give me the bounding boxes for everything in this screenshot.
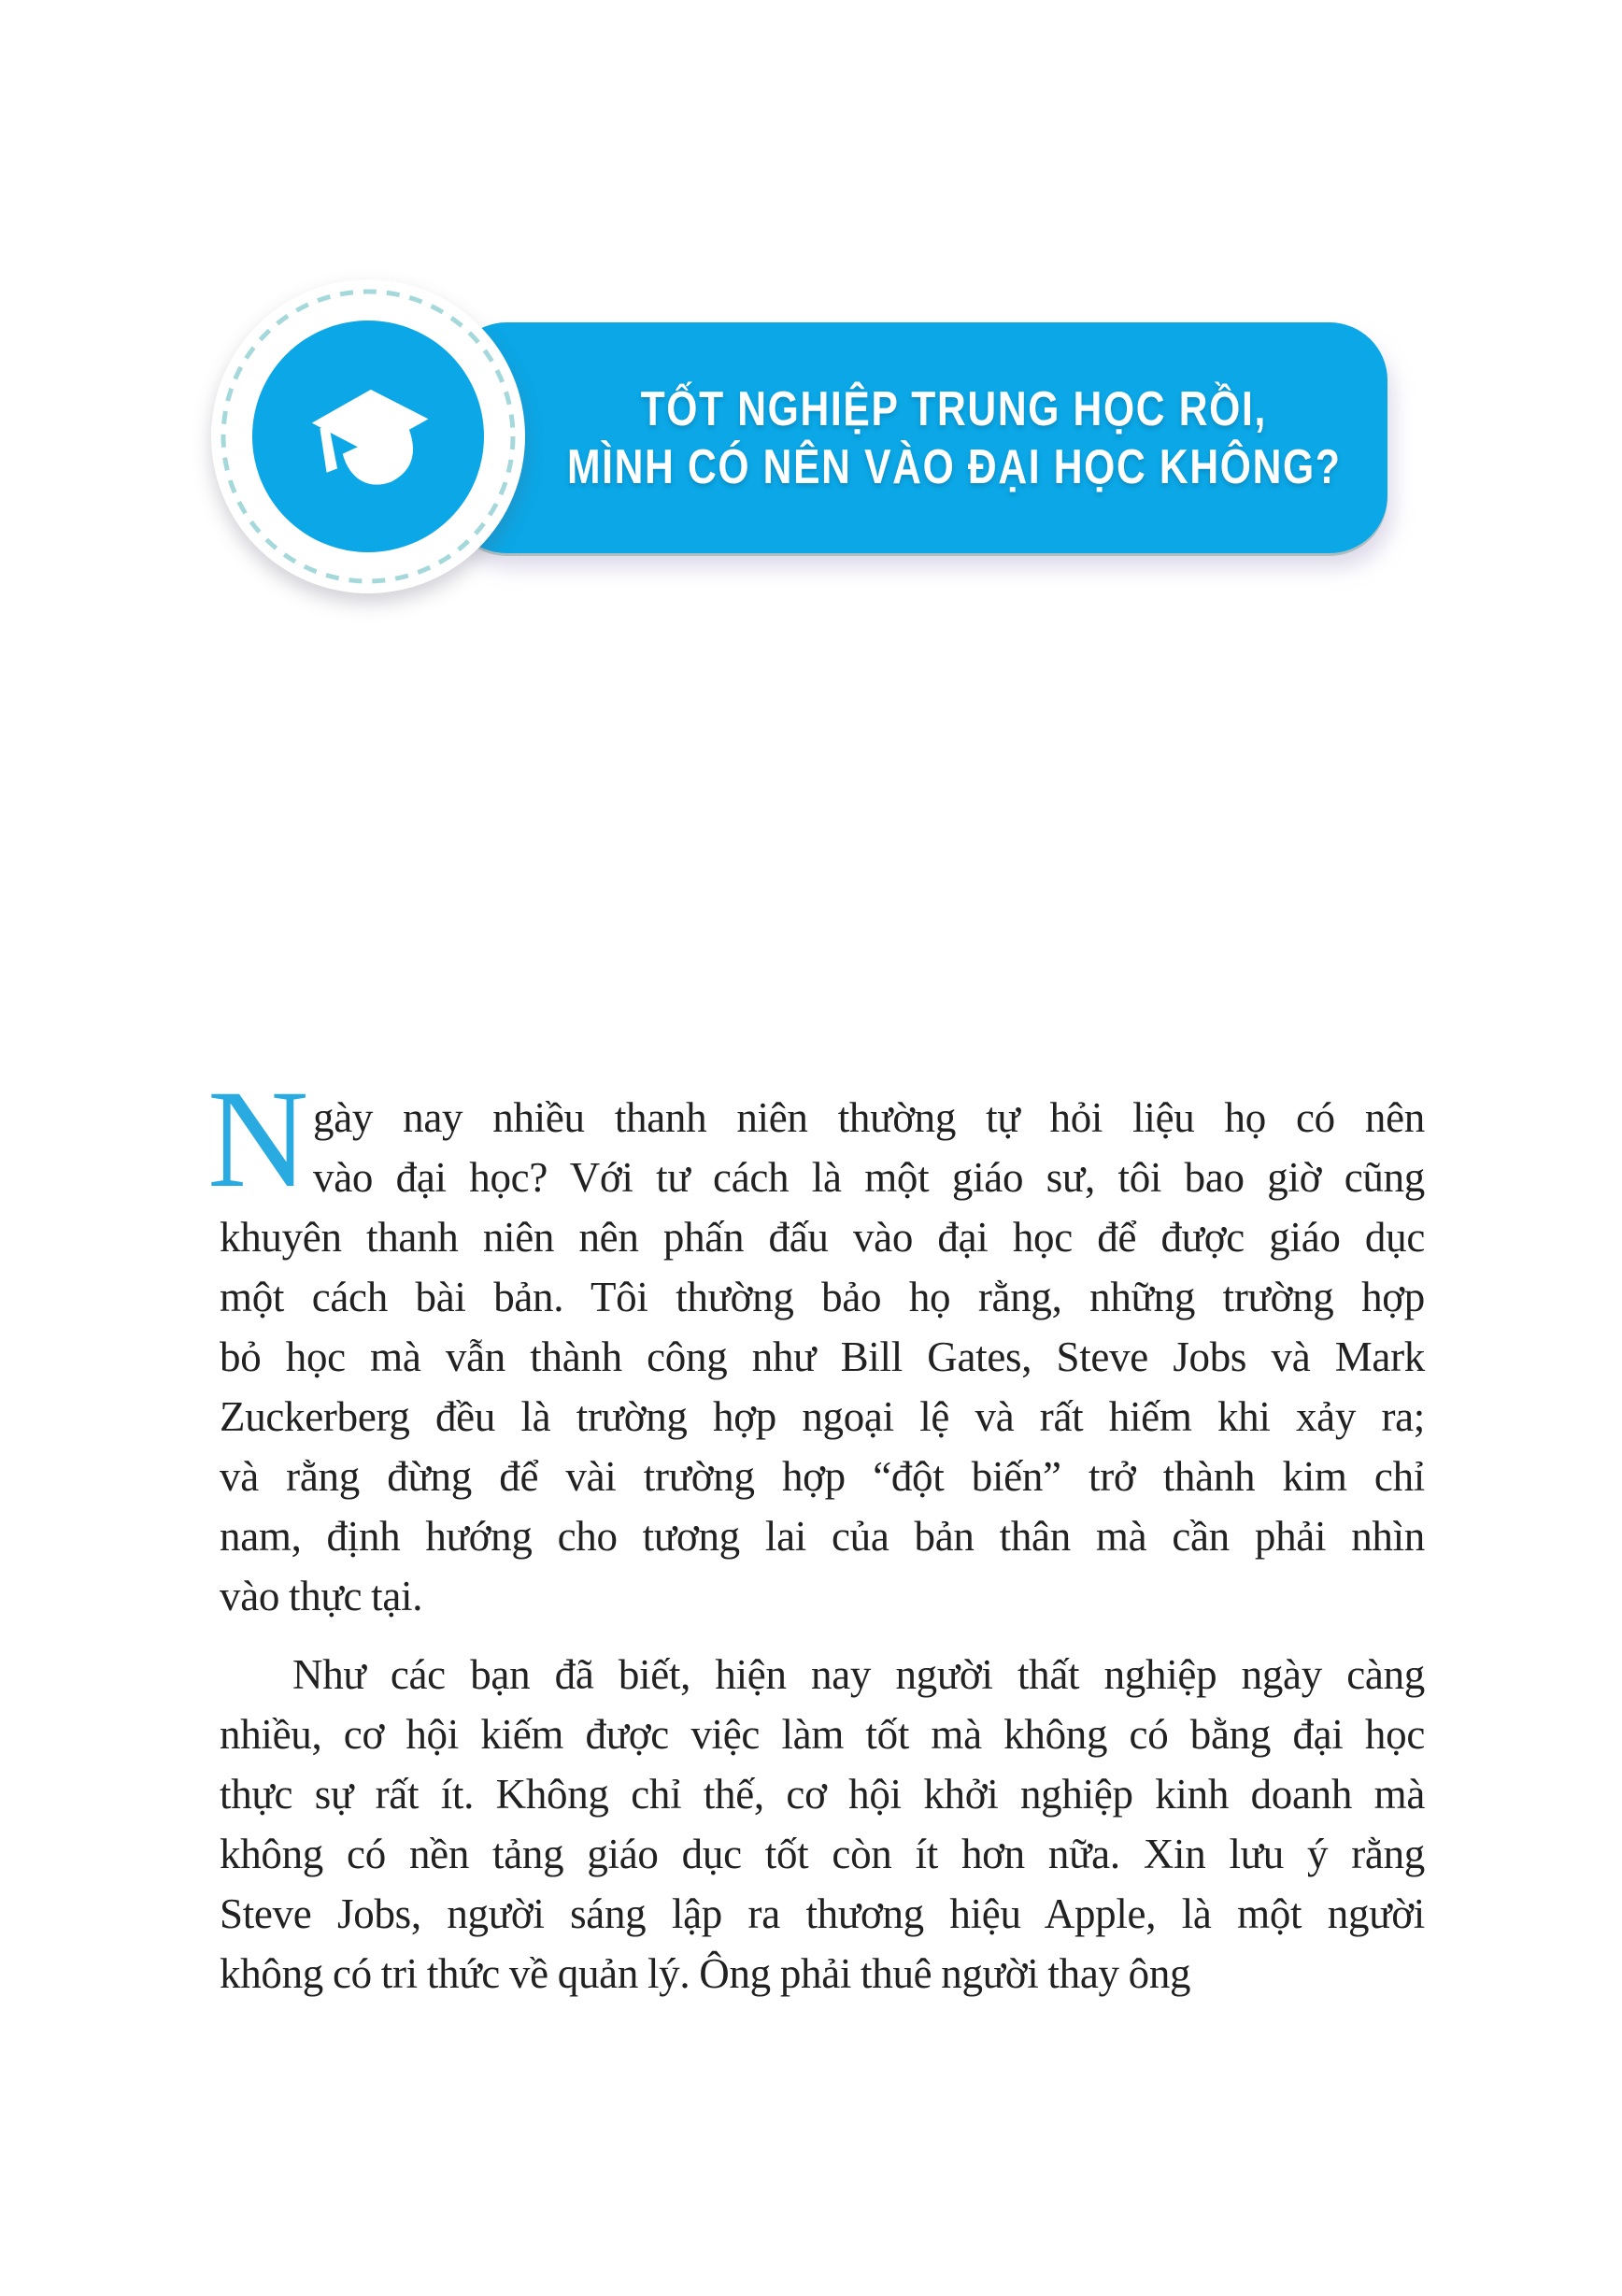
body-line: và rằng đừng để vài trường hợp “đột biến” trở thành kim chỉ [220, 1453, 1425, 1500]
body-line: Như các bạn đã biết, hiện nay người thất nghiệp ngày càng [292, 1651, 1425, 1698]
badge-circle [252, 321, 484, 552]
body-line: bỏ học mà vẫn thành công như Bill Gates, Steve Jobs và Mark [220, 1333, 1425, 1380]
body-line: thực sự rất ít. Không chỉ thế, cơ hội khởi nghiệp kinh doanh mà [220, 1771, 1425, 1818]
body-line: Steve Jobs, người sáng lập ra thương hiệu Apple, là một người [220, 1890, 1425, 1937]
chapter-title-line-2: MÌNH CÓ NÊN VÀO ĐẠI HỌC KHÔNG? [566, 439, 1342, 494]
body-line: vào đại học? Với tư cách là một giáo sư, tôi bao giờ cũng [313, 1154, 1425, 1201]
body-line: gày nay nhiều thanh niên thường tự hỏi liệu họ có nên [313, 1094, 1425, 1141]
body-text [220, 1088, 1425, 2004]
paragraph [220, 1088, 1425, 1626]
body-line: Zuckerberg đều là trường hợp ngoại lệ và rất hiếm khi xảy ra; [220, 1393, 1425, 1440]
chapter-title [528, 322, 1380, 553]
chapter-title-line-1: TỐT NGHIỆP TRUNG HỌC RỒI, [640, 381, 1268, 436]
body-line: không có tri thức về quản lý. Ông phải thuê người thay ông [220, 1950, 1191, 1997]
graduation-cap-icon [288, 366, 448, 506]
paragraph [220, 1645, 1425, 2004]
body-line: nhiều, cơ hội kiếm được việc làm tốt mà không có bằng đại học [220, 1711, 1425, 1758]
body-line: khuyên thanh niên nên phấn đấu vào đại học để được giáo dục [220, 1214, 1425, 1261]
chapter-title-banner [448, 322, 1387, 553]
body-line: không có nền tảng giáo dục tốt còn ít hơn nữa. Xin lưu ý rằng [220, 1831, 1425, 1877]
dropcap-letter: N [207, 1062, 309, 1217]
body-line: nam, định hướng cho tương lai của bản thân mà cần phải nhìn [220, 1513, 1425, 1560]
body-line: một cách bài bản. Tôi thường bảo họ rằng, những trường hợp [220, 1274, 1425, 1320]
body-line: vào thực tại. [220, 1573, 423, 1619]
